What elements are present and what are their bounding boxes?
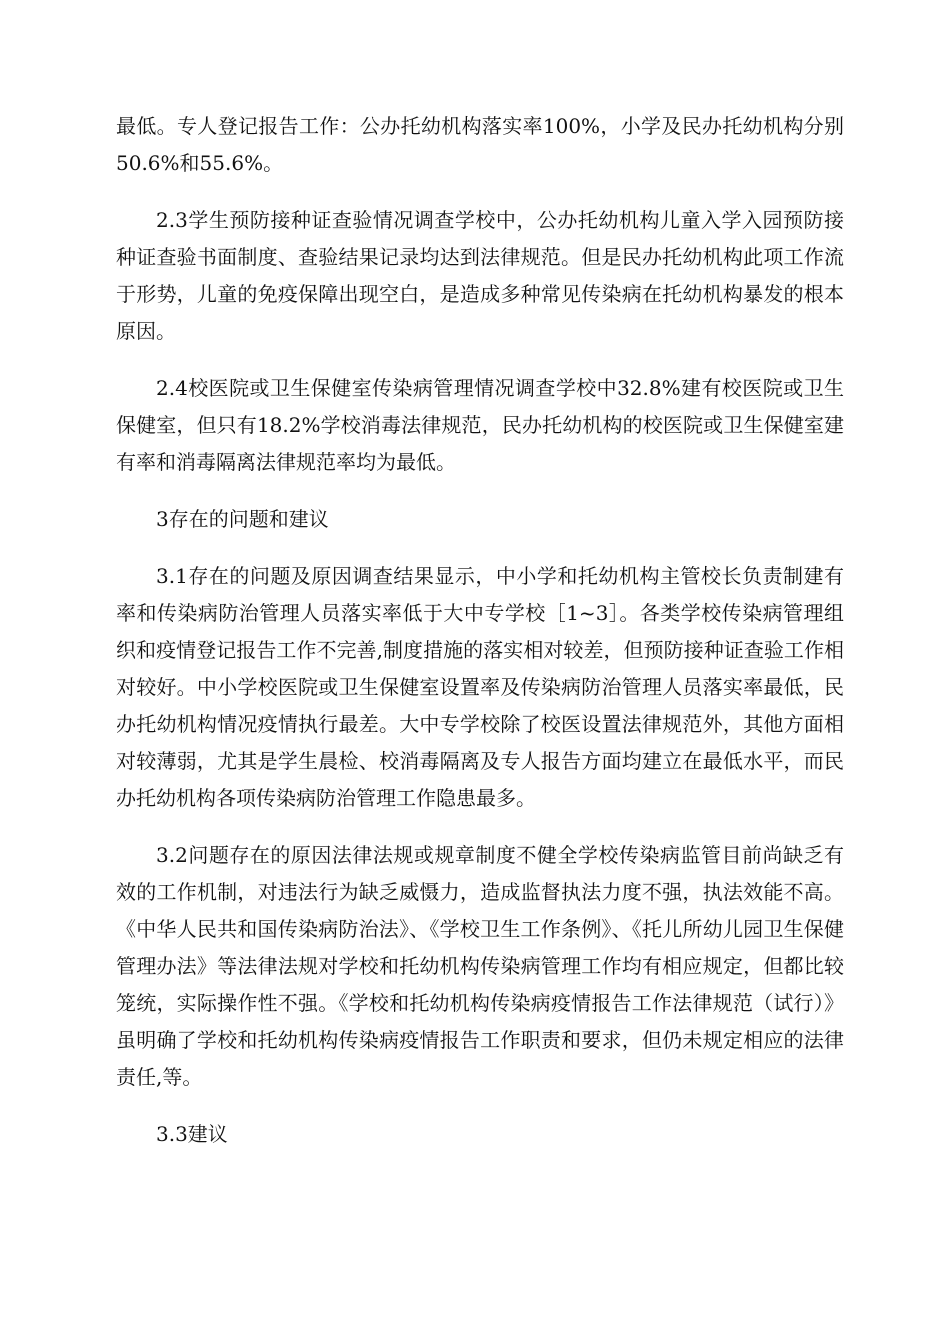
- paragraph-2-4: 2.4校医院或卫生保健室传染病管理情况调查学校中32.8%建有校医院或卫生保健室，但只有18.2%学校消毒法律规范，民办托幼机构的校医院或卫生保健室建有率和消毒隔离法律规范率均为最低。: [116, 376, 844, 474]
- paragraph-3-2: 3.2问题存在的原因法律法规或规章制度不健全学校传染病监管目前尚缺乏有效的工作机制，对违法行为缺乏威慑力，造成监督执法力度不强，执法效能不高。《中华人民共和国传染病防治法》、《学校卫生工作条例》、《托儿所幼儿园卫生保健管理办法》等法律法规对学校和托幼机构传染病管理工作均有相应规定，但都比较笼统，实际操作性不强。《学校和托幼机构传染病疫情报告工作法律规范（试行）》虽明确了学校和托幼机构传染病疫情报告工作职责和要求，但仍未规定相应的法律责任,等。: [116, 843, 844, 1089]
- section-heading-3: 3存在的问题和建议: [156, 507, 329, 531]
- section-heading-3-3: 3.3建议: [156, 1122, 228, 1146]
- paragraph-2-3: 2.3学生预防接种证查验情况调查学校中，公办托幼机构儿童入学入园预防接种证查验书面制度、查验结果记录均达到法律规范。但是民办托幼机构此项工作流于形势，儿童的免疫保障出现空白，是造成多种常见传染病在托幼机构暴发的根本原因。: [116, 208, 844, 343]
- paragraph-continuation: 最低。专人登记报告工作：公办托幼机构落实率100%，小学及民办托幼机构分别50.6%和55.6%。: [116, 114, 844, 175]
- paragraph-3-1: 3.1存在的问题及原因调查结果显示，中小学和托幼机构主管校长负责制建有率和传染病防治管理人员落实率低于大中专学校［1~3］。各类学校传染病管理组织和疫情登记报告工作不完善,制度措施的落实相对较差，但预防接种证查验工作相对较好。中小学校医院或卫生保健室设置率及传染病防治管理人员落实率最低，民办托幼机构情况疫情执行最差。大中专学校除了校医设置法律规范外，其他方面相对较薄弱，尤其是学生晨检、校消毒隔离及专人报告方面均建立在最低水平，而民办托幼机构各项传染病防治管理工作隐患最多。: [116, 564, 844, 810]
- document-body: [116, 108, 844, 1173]
